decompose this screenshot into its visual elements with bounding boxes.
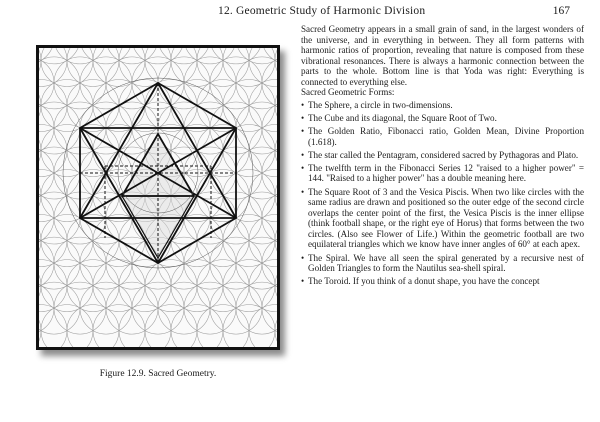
list-item: • The star called the Pentagram, considered sacred by Pythagoras and Plato. bbox=[301, 149, 579, 160]
list-item: • The twelfth term in the Fibonacci Series 12 "raised to a higher power" = 144. "Raised to a higher power" has a double meaning here. bbox=[301, 162, 584, 184]
list-item: • The Cube and its diagonal, the Square Root of Two. bbox=[301, 112, 497, 123]
sacred-forms-list bbox=[301, 100, 584, 287]
list-item: • The Golden Ratio, Fibonacci ratio, Golden Mean, Divine Proportion (1.618). bbox=[301, 126, 584, 147]
bullet-icon: • bbox=[301, 162, 305, 173]
sacred-geometry-figure bbox=[36, 45, 280, 350]
running-header bbox=[218, 5, 570, 21]
list-item: • The Spiral. We have all seen the spiral generated by a recursive nest of Golden Triangles to form the Nautilus sea-shell spiral. bbox=[301, 252, 584, 274]
bullet-icon: • bbox=[301, 99, 305, 110]
bullet-icon: • bbox=[301, 126, 305, 137]
bullet-icon: • bbox=[301, 112, 305, 123]
list-item: • The Sphere, a circle in two-dimensions. bbox=[301, 99, 453, 110]
sacred-geometry-drawing bbox=[39, 48, 277, 347]
bullet-icon: • bbox=[301, 149, 305, 160]
figure-caption: Figure 12.9. Sacred Geometry. bbox=[99, 369, 217, 379]
page-number: 167 bbox=[552, 5, 570, 17]
bullet-icon: • bbox=[301, 276, 305, 287]
list-item: • The Square Root of 3 and the Vesica Piscis. When two like circles with the same radius are drawn and positioned so the outer edge of the second circle overlaps the center point of the first, the Vesica Piscis is the inner ellipse (think football shape, or the right eye of Horus) that forms between the two circles. (Also see Flower of Life.) Within the geometric football are two equilateral triangles which we know have inner angles of 60° at each apex. bbox=[301, 186, 584, 250]
list-heading: Sacred Geometric Forms: bbox=[301, 87, 395, 98]
intro-paragraph: Sacred Geometry appears in a small grain of sand, in the largest wonders of the universe, and in everything in between. They all form patterns with harmonic ratios of proportion, revealing that nature is composed from these vibrational resonances. There is always a harmonic connection between the parts to the whole. Bottom line is that Yoda was right: Everything is connected to everything else. bbox=[301, 24, 584, 87]
chapter-title: 12. Geometric Study of Harmonic Division bbox=[218, 5, 426, 17]
body-text bbox=[301, 24, 584, 289]
bullet-icon: • bbox=[301, 252, 305, 263]
bullet-icon: • bbox=[301, 186, 305, 197]
list-item: • The Toroid. If you think of a donut shape, you have the concept bbox=[301, 276, 540, 287]
